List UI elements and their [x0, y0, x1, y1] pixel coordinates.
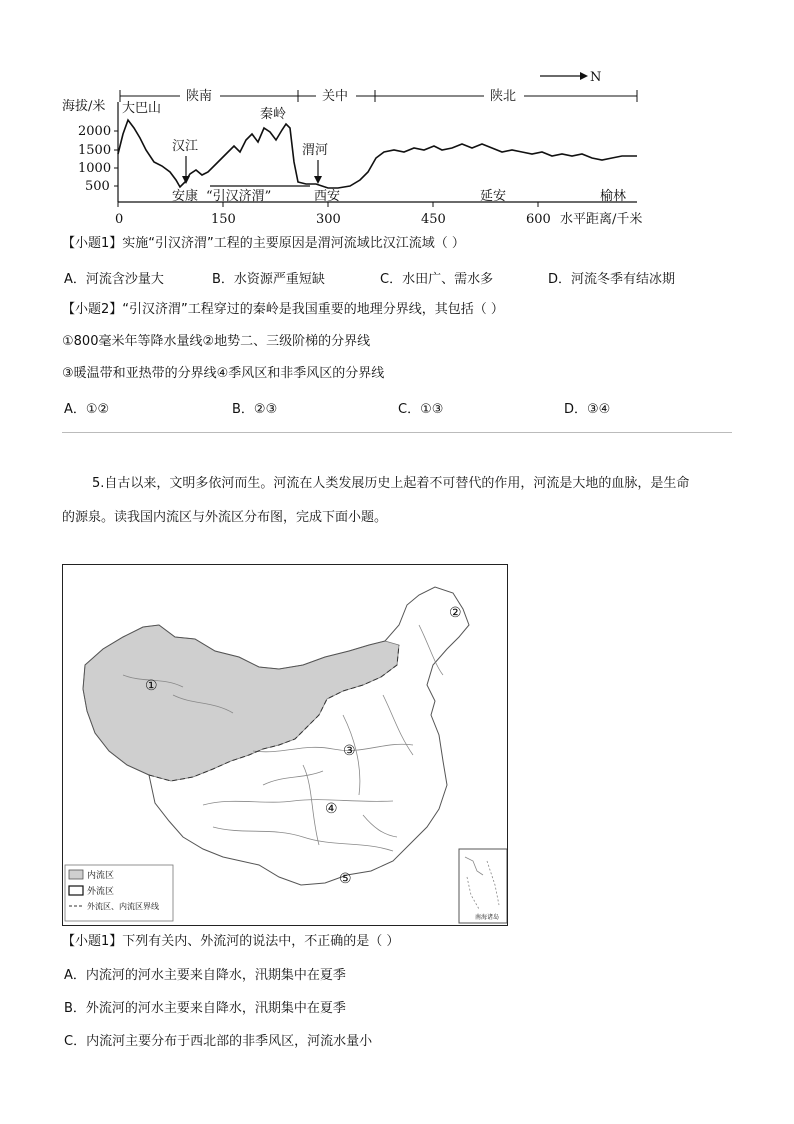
- legend-exterior-label: 外流区: [87, 887, 115, 897]
- x-axis-label: 水平距离/千米: [560, 212, 643, 227]
- x-tick-600: 600: [526, 212, 551, 227]
- legend-boundary-label: 外流区、内流区界线: [87, 902, 159, 911]
- section-divider: [62, 432, 732, 433]
- china-drainage-map: [62, 564, 508, 926]
- y-tick-1500: 1500: [78, 143, 112, 158]
- map-marker-2: ②: [449, 605, 462, 621]
- label-yanan: 延安: [480, 189, 507, 204]
- x-tick-300: 300: [316, 212, 341, 227]
- q4-sub1-option-c[interactable]: C．水田广、需水多: [380, 272, 494, 287]
- q4-sub1-option-b[interactable]: B．水资源严重短缺: [212, 272, 325, 287]
- q5-sub1-option-b[interactable]: B．外流河的河水主要来自降水，汛期集中在夏季: [64, 1001, 346, 1016]
- q4-sub2-option-b[interactable]: B．②③: [232, 402, 278, 417]
- q4-sub2-stem: 【小题2】“引汉济渭”工程穿过的秦岭是我国重要的地理分界线，其包括（ ）: [62, 302, 504, 317]
- q5-sub1-stem: 【小题1】下列有关内、外流河的说法中，不正确的是（ ）: [62, 934, 400, 949]
- x-tick-450: 450: [421, 212, 446, 227]
- q4-sub1-option-d[interactable]: D．河流冬季有结冰期: [548, 272, 676, 287]
- q4-sub2-line2: ③暖温带和亚热带的分界线④季风区和非季风区的分界线: [62, 366, 385, 381]
- label-qinling: 秦岭: [260, 107, 287, 122]
- north-label: N: [590, 70, 602, 85]
- q4-sub2-option-c[interactable]: C．①③: [398, 402, 444, 417]
- region-label-shanbei: 陕北: [490, 89, 517, 104]
- legend-exterior-swatch: [69, 886, 83, 895]
- map-legend: [65, 865, 173, 921]
- inset-label: 南海诸岛: [475, 914, 500, 921]
- q4-sub2-line1: ①800毫米年等降水量线②地势二、三级阶梯的分界线: [62, 334, 371, 349]
- elevation-profile-figure: [60, 62, 700, 232]
- label-xian: 西安: [314, 189, 341, 204]
- south-china-sea-inset: [459, 849, 507, 923]
- map-svg: [63, 565, 507, 924]
- map-marker-4: ④: [325, 801, 338, 817]
- q5-intro-line2: 的源泉。读我国内流区与外流区分布图，完成下面小题。: [62, 510, 388, 525]
- map-marker-5: ⑤: [339, 871, 352, 887]
- q5-sub1-option-c[interactable]: C．内流河主要分布于西北部的非季风区，河流水量小: [64, 1034, 373, 1049]
- map-marker-3: ③: [343, 743, 356, 759]
- q5-sub1-option-a[interactable]: A．内流河的河水主要来自降水，汛期集中在夏季: [64, 968, 346, 983]
- legend-interior-swatch: [69, 870, 83, 879]
- label-yulin: 榆林: [600, 189, 627, 204]
- terrain-profile-line: [118, 120, 637, 188]
- y-tick-1000: 1000: [78, 161, 112, 176]
- weihe-arrow-icon: [314, 176, 322, 184]
- map-marker-1: ①: [145, 678, 158, 694]
- q4-sub1-option-a[interactable]: A．河流含沙量大: [64, 272, 164, 287]
- x-tick-150: 150: [211, 212, 236, 227]
- label-dabashan: 大巴山: [122, 101, 162, 116]
- label-weihe: 渭河: [302, 143, 329, 158]
- y-tick-2000: 2000: [78, 124, 112, 139]
- region-label-guanzhong: 关中: [322, 89, 349, 104]
- q5-intro-line1: 5.自古以来，文明多依河而生。河流在人类发展历史上起着不可替代的作用，河流是大地的血脉，是生命: [92, 476, 690, 491]
- label-ankang: 安康: [172, 189, 199, 204]
- legend-interior-label: 内流区: [87, 871, 115, 881]
- y-axis-label: 海拔/米: [62, 99, 106, 114]
- elevation-profile-svg: [60, 62, 700, 232]
- y-tick-500: 500: [85, 179, 110, 194]
- label-hanjiang: 汉江: [172, 139, 199, 154]
- label-yinhanjiwei: “引汉济渭”: [206, 189, 272, 204]
- north-arrowhead-icon: [580, 72, 588, 80]
- q4-sub2-option-a[interactable]: A．①②: [64, 402, 110, 417]
- q4-sub1-stem: 【小题1】实施“引汉济渭”工程的主要原因是渭河流域比汉江流域（ ）: [62, 236, 465, 251]
- q4-sub2-option-d[interactable]: D．③④: [564, 402, 611, 417]
- region-label-shannan: 陕南: [186, 89, 213, 104]
- x-tick-0: 0: [115, 212, 124, 227]
